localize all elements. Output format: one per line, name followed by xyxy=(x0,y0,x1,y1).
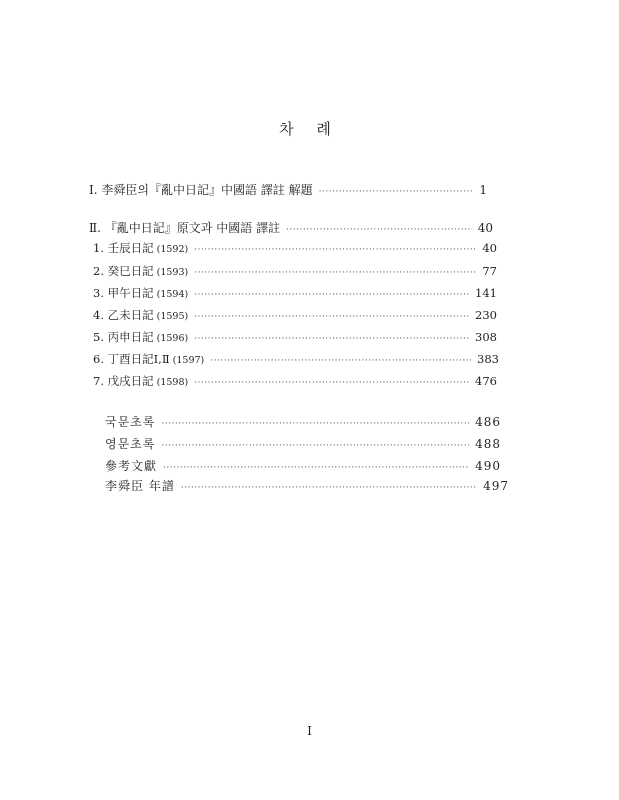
toc-chapter-7[interactable] xyxy=(93,373,497,391)
toc-chapter-5[interactable] xyxy=(93,329,497,347)
toc-page-number: 77 xyxy=(482,264,497,278)
dot-leader xyxy=(194,265,476,281)
toc-chapter-label: 1. 壬辰日記 xyxy=(93,241,154,255)
page-title: 차 례 xyxy=(279,120,340,138)
toc-chapter-year: (1594) xyxy=(156,289,189,300)
toc-page-number: 230 xyxy=(475,308,497,322)
dot-leader xyxy=(194,375,469,391)
toc-section-2[interactable] xyxy=(89,220,493,238)
toc-page-number: 1 xyxy=(479,183,487,197)
toc-chapter-label: 4. 乙未日記 xyxy=(93,308,154,322)
toc-chapter-2[interactable] xyxy=(93,263,497,281)
toc-chapter-label: 2. 癸巳日記 xyxy=(93,264,154,278)
toc-section-label: Ⅱ. 『亂中日記』原文과 中國語 譯註 xyxy=(89,221,281,235)
toc-page-number: 308 xyxy=(475,330,497,344)
toc-chapter-3[interactable] xyxy=(93,285,497,303)
toc-backmatter-label: 參考文獻 xyxy=(105,459,158,473)
toc-chapter-year: (1592) xyxy=(156,244,189,255)
toc-page-number: 486 xyxy=(475,415,501,429)
page-number-footer: I xyxy=(307,724,312,738)
dot-leader xyxy=(194,331,469,347)
toc-chapter-year: (1597) xyxy=(172,355,205,366)
dot-leader xyxy=(319,184,474,200)
dot-leader xyxy=(194,309,469,325)
toc-chapter-1[interactable] xyxy=(93,240,497,258)
toc-page-number: 40 xyxy=(482,241,497,255)
toc-page-number: 40 xyxy=(477,221,493,235)
toc-chapter-year: (1595) xyxy=(156,311,189,322)
dot-leader xyxy=(194,287,469,303)
toc-backmatter-3[interactable] xyxy=(105,458,501,476)
toc-backmatter-1[interactable] xyxy=(105,414,501,432)
dot-leader xyxy=(163,460,469,476)
toc-chapter-label: 7. 戊戌日記 xyxy=(93,374,154,388)
toc-backmatter-label: 李舜臣 年譜 xyxy=(105,479,175,493)
toc-page-number: 488 xyxy=(475,437,501,451)
toc-chapter-label: 5. 丙申日記 xyxy=(93,330,154,344)
toc-backmatter-2[interactable] xyxy=(105,436,501,454)
toc-chapter-6[interactable] xyxy=(93,351,499,369)
toc-chapter-label: 6. 丁酉日記Ⅰ,Ⅱ xyxy=(93,352,170,366)
toc-chapter-year: (1598) xyxy=(156,377,189,388)
dot-leader xyxy=(181,480,477,496)
toc-backmatter-4[interactable] xyxy=(105,478,509,496)
toc-section-1[interactable] xyxy=(89,182,487,200)
toc-page-number: 497 xyxy=(483,479,509,493)
toc-chapter-year: (1593) xyxy=(156,267,189,278)
dot-leader xyxy=(161,438,469,454)
toc-page-number: 141 xyxy=(475,286,497,300)
toc-chapter-year: (1596) xyxy=(156,333,189,344)
toc-section-label: Ⅰ. 李舜臣의『亂中日記』中國語 譯註 解題 xyxy=(89,183,313,197)
dot-leader xyxy=(286,222,472,238)
toc-backmatter-label: 영문초록 xyxy=(105,437,156,451)
toc-backmatter-label: 국문초록 xyxy=(105,415,156,429)
toc-chapter-4[interactable] xyxy=(93,307,497,325)
toc-chapter-label: 3. 甲午日記 xyxy=(93,286,154,300)
dot-leader xyxy=(210,353,471,369)
toc-page-number: 476 xyxy=(475,374,497,388)
dot-leader xyxy=(161,416,469,432)
dot-leader xyxy=(194,242,476,258)
toc-page-number: 383 xyxy=(477,352,499,366)
toc-page-number: 490 xyxy=(475,459,501,473)
